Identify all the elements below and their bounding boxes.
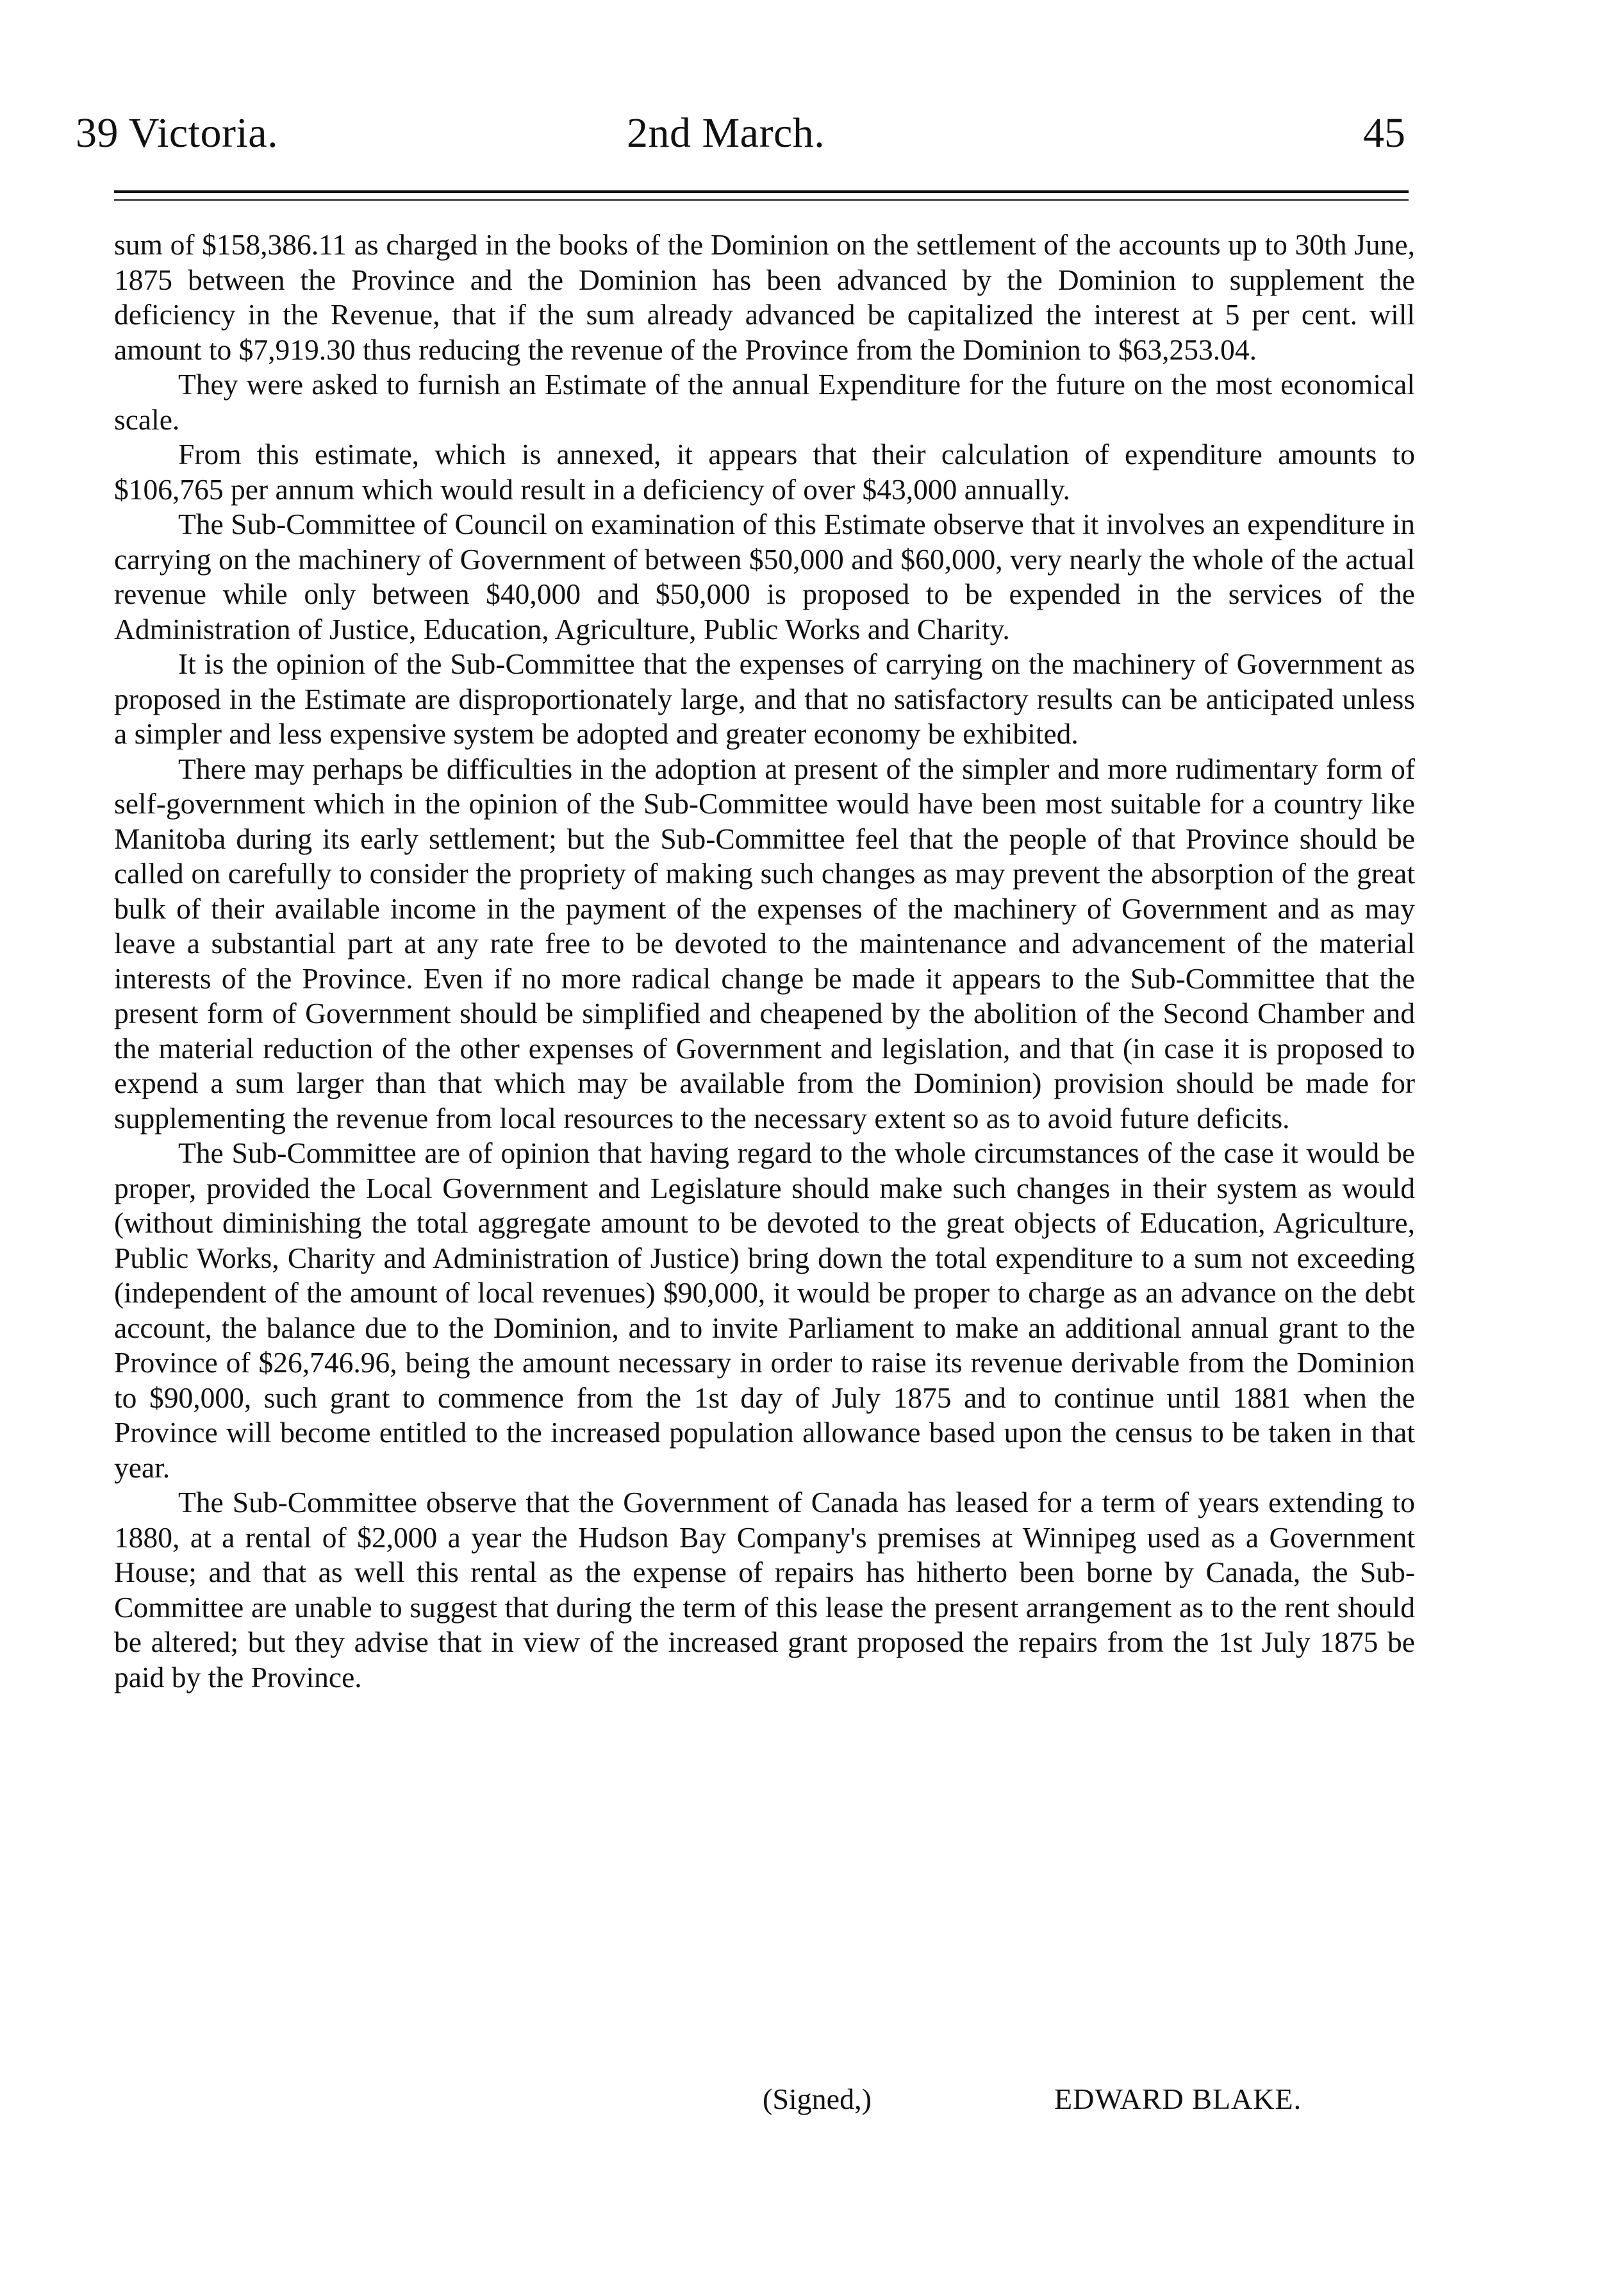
paragraph: The Sub-Committee of Council on examination of this Estimate observe that it involves an expenditure in carrying on the machinery of Government of between $50,000 and $60,000, very nearly the whole of the actual revenue while only between $40,000 and $50,000 is proposed to be expended in the services of the Administration of Justice, Education, Agriculture, Public Works and Charity. [114,508,1415,645]
page-header [76,96,1405,167]
signed-label: (Signed,) [763,2083,872,2115]
header-session: 39 Victoria. [76,110,279,156]
paragraph: It is the opinion of the Sub-Committee that the expenses of carrying on the machinery of Government as proposed in the Estimate are disproportionately large, and that no satisfactory results can be anticipated unless a simpler and less expensive system be adopted and greater economy be exhibited. [114,647,1415,750]
signature-block [0,2082,1622,2133]
paragraph: The Sub-Committee observe that the Government of Canada has leased for a term of years extending to 1880, at a rental of $2,000 a year the Hudson Bay Company's premises at Winnipeg used as a Government House; and that as well this rental as the expense of repairs has hitherto been borne by Canada, the Sub-Committee are unable to suggest that during the term of this lease the present arrangement as to the rent should be altered; but they advise that in view of the increased grant proposed the repairs from the 1st July 1875 be paid by the Province. [114,1486,1415,1693]
header-rule-thin [114,199,1409,201]
signatory-name: EDWARD BLAKE. [1054,2083,1302,2115]
paragraph: The Sub-Committee are of opinion that having regard to the whole circumstances of the case it would be proper, provided the Local Government and Legislature should make such changes in their system as would (without diminishing the total aggregate amount to be devoted to the great objects of Education, Agriculture, Public Works, Charity and Administration of Justice) bring down the total expenditure to a sum not exceeding (independent of the amount of local revenues) $90,000, it would be proper to charge as an advance on the debt account, the balance due to the Dominion, and to invite Parliament to make an additional annual grant to the Province of $26,746.96, being the amount necessary in order to raise its revenue derivable from the Dominion to $90,000, such grant to commence from the 1st day of July 1875 and to continue until 1881 when the Province will become entitled to the increased population allowance based upon the census to be taken in that year. [114,1136,1415,1484]
paragraph: They were asked to furnish an Estimate of the annual Expenditure for the future on the most economical scale. [114,368,1415,436]
paragraph-continuation: sum of $158,386.11 as charged in the books of the Dominion on the settlement of the accounts up to 30th June, 1875 between the Province and the Dominion has been advanced by the Dominion to supplement the deficiency in the Revenue, that if the sum already advanced be capitalized the interest at 5 per cent. will amount to $7,919.30 thus reducing the revenue of the Province from the Dominion to $63,253.04. [114,228,1415,366]
header-rule-thick [114,190,1409,193]
paragraph: From this estimate, which is annexed, it appears that their calculation of expenditure amounts to $106,765 per annum which would result in a deficiency of over $43,000 annually. [114,438,1415,506]
page-number: 45 [1363,110,1405,156]
header-date: 2nd March. [627,110,825,156]
body-text [114,228,1415,1695]
paragraph: There may perhaps be difficulties in the adoption at present of the simpler and more rudimentary form of self-government which in the opinion of the Sub-Committee would have been most suitable for a country like Manitoba during its early settlement; but the Sub-Committee feel that the people of that Province should be called on carefully to consider the propriety of making such changes as may prevent the absorption of the great bulk of their available income in the payment of the expenses of the machinery of Government and as may leave a substantial part at any rate free to be devoted to the maintenance and advancement of the material interests of the Province. Even if no more radical change be made it appears to the Sub-Committee that the present form of Government should be simplified and cheapened by the abolition of the Second Chamber and the material reduction of the other expenses of Government and legislation, and that (in case it is proposed to expend a sum larger than that which may be available from the Dominion) provision should be made for supplementing the revenue from local resources to the necessary extent so as to avoid future deficits. [114,752,1415,1135]
